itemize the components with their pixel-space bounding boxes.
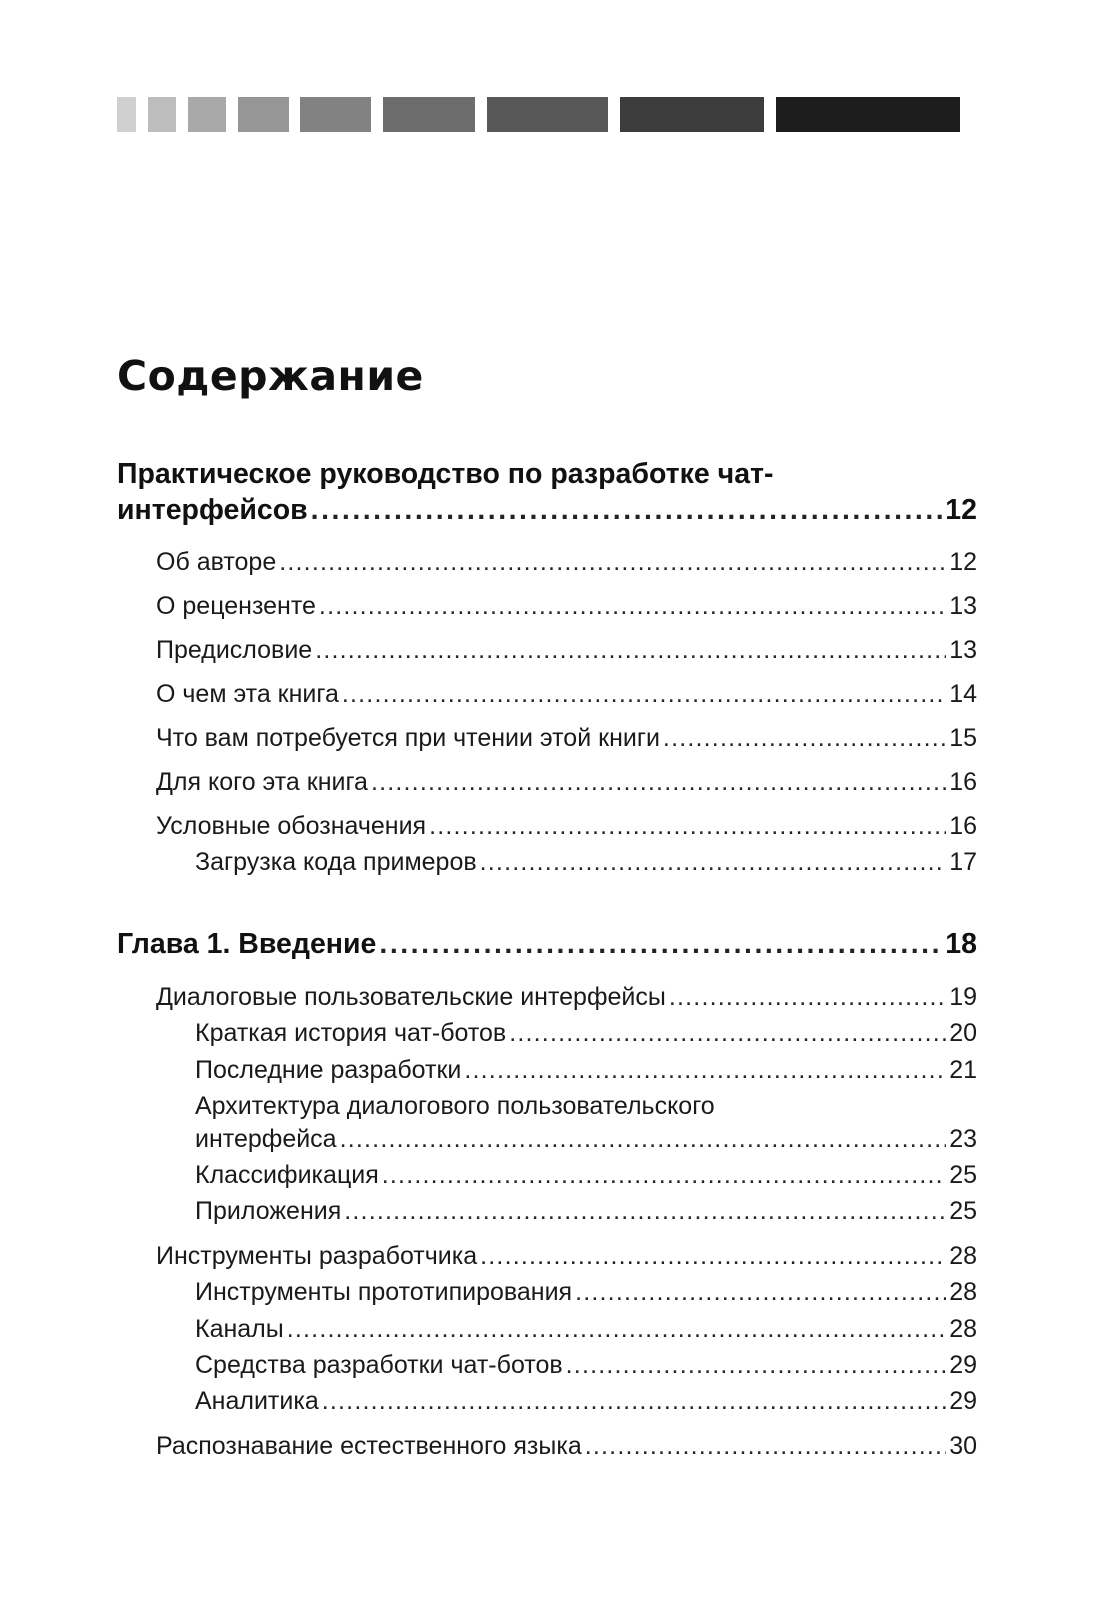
leader-dots <box>344 1196 946 1226</box>
leader-dots <box>566 1350 947 1380</box>
header-bar-9 <box>776 97 960 132</box>
leader-dots <box>429 811 946 841</box>
toc-item-label: Условные обозначения <box>156 812 427 840</box>
leader-dots <box>311 493 943 527</box>
page-number: 15 <box>949 724 977 752</box>
toc-item-label: Инструменты разработчика <box>156 1242 478 1270</box>
toc-item-label: Классификация <box>195 1161 379 1189</box>
leader-dots <box>509 1018 946 1048</box>
page-number: 28 <box>949 1242 977 1270</box>
header-bar-4 <box>238 97 289 132</box>
page-number: 12 <box>949 548 977 576</box>
toc-item-nlu[interactable] <box>156 1431 977 1461</box>
toc-part-title-line2: интерфейсов <box>117 494 308 526</box>
page-number: 17 <box>949 848 977 876</box>
toc-item-label: Каналы <box>195 1315 284 1343</box>
page-number: 21 <box>949 1056 977 1084</box>
toc-item-prototyping[interactable] <box>195 1277 977 1307</box>
page-number: 28 <box>949 1315 977 1343</box>
toc-item-label: Диалоговые пользовательские интерфейсы <box>156 983 666 1011</box>
toc-item-requirements[interactable] <box>156 723 977 753</box>
toc-item-dev-tools[interactable] <box>156 1241 977 1271</box>
page-number: 30 <box>949 1432 977 1460</box>
toc-chapter-1[interactable] <box>117 927 977 961</box>
toc-item-dialog-ui[interactable] <box>156 982 977 1012</box>
header-bar-6 <box>383 97 475 132</box>
page-number: 25 <box>949 1161 977 1189</box>
page-number: 12 <box>945 494 977 526</box>
header-bar-5 <box>300 97 371 132</box>
page-title: Содержание <box>117 352 424 400</box>
page-number: 19 <box>949 983 977 1011</box>
leader-dots <box>585 1431 946 1461</box>
toc-item-label: Предисловие <box>156 636 313 664</box>
page-number: 16 <box>949 812 977 840</box>
toc-item-label: О чем эта книга <box>156 680 339 708</box>
toc-item-recent[interactable] <box>195 1055 977 1085</box>
toc-item-preface[interactable] <box>156 635 977 665</box>
toc-part-entry[interactable] <box>117 493 977 527</box>
page-number: 25 <box>949 1197 977 1225</box>
toc-item-classification[interactable] <box>195 1160 977 1190</box>
page-number: 28 <box>949 1278 977 1306</box>
toc-item-label: Приложения <box>195 1197 342 1225</box>
toc-item-label: Инструменты прототипирования <box>195 1278 573 1306</box>
toc-item-audience[interactable] <box>156 767 977 797</box>
page-number: 20 <box>949 1019 977 1047</box>
leader-dots <box>480 847 947 877</box>
toc-item-architecture-line1: Архитектура диалогового пользовательского <box>195 1092 715 1120</box>
toc-item-architecture[interactable] <box>195 1124 977 1154</box>
leader-dots <box>342 679 946 709</box>
leader-dots <box>575 1277 946 1307</box>
toc-item-analytics[interactable] <box>195 1386 977 1416</box>
leader-dots <box>480 1241 946 1271</box>
leader-dots <box>669 982 946 1012</box>
toc-item-conventions[interactable] <box>156 811 977 841</box>
header-bar-7 <box>487 97 608 132</box>
toc-item-label: интерфейса <box>195 1125 337 1153</box>
toc-item-label: Об авторе <box>156 548 277 576</box>
page-number: 29 <box>949 1351 977 1379</box>
toc-item-label: О рецензенте <box>156 592 316 620</box>
leader-dots <box>287 1314 946 1344</box>
toc-item-about-book[interactable] <box>156 679 977 709</box>
toc-item-label: Для кого эта книга <box>156 768 368 796</box>
toc-item-label: Средства разработки чат-ботов <box>195 1351 563 1379</box>
leader-dots <box>340 1124 947 1154</box>
leader-dots <box>382 1160 946 1190</box>
toc-item-label: Аналитика <box>195 1387 319 1415</box>
toc-item-history[interactable] <box>195 1018 977 1048</box>
toc-part-title-line1: Практическое руководство по разработке чат- <box>117 458 774 490</box>
toc-item-download[interactable] <box>195 847 977 877</box>
header-bar-1 <box>117 97 136 132</box>
leader-dots <box>315 635 946 665</box>
page-number: 14 <box>949 680 977 708</box>
toc-item-chatbot-tools[interactable] <box>195 1350 977 1380</box>
toc-item-about-author[interactable] <box>156 547 977 577</box>
toc-item-label: Последние разработки <box>195 1056 462 1084</box>
page-number: 18 <box>945 928 977 960</box>
leader-dots <box>464 1055 946 1085</box>
page-number: 16 <box>949 768 977 796</box>
leader-dots <box>379 927 942 961</box>
page-number: 23 <box>949 1125 977 1153</box>
leader-dots <box>371 767 946 797</box>
page-number: 13 <box>949 636 977 664</box>
toc-item-applications[interactable] <box>195 1196 977 1226</box>
leader-dots <box>322 1386 946 1416</box>
leader-dots <box>319 591 946 621</box>
toc-item-label: Распознавание естественного языка <box>156 1432 582 1460</box>
header-bar-8 <box>620 97 764 132</box>
leader-dots <box>663 723 946 753</box>
header-bar-2 <box>148 97 176 132</box>
toc-item-label: Глава 1. Введение <box>117 928 377 960</box>
toc-item-label: Загрузка кода примеров <box>195 848 477 876</box>
page-number: 29 <box>949 1387 977 1415</box>
header-bar-3 <box>188 97 226 132</box>
toc-item-reviewer[interactable] <box>156 591 977 621</box>
toc-item-label: Что вам потребуется при чтении этой книги <box>156 724 660 752</box>
page-number: 13 <box>949 592 977 620</box>
toc-item-channels[interactable] <box>195 1314 977 1344</box>
leader-dots <box>279 547 946 577</box>
toc-item-label: Краткая история чат-ботов <box>195 1019 507 1047</box>
